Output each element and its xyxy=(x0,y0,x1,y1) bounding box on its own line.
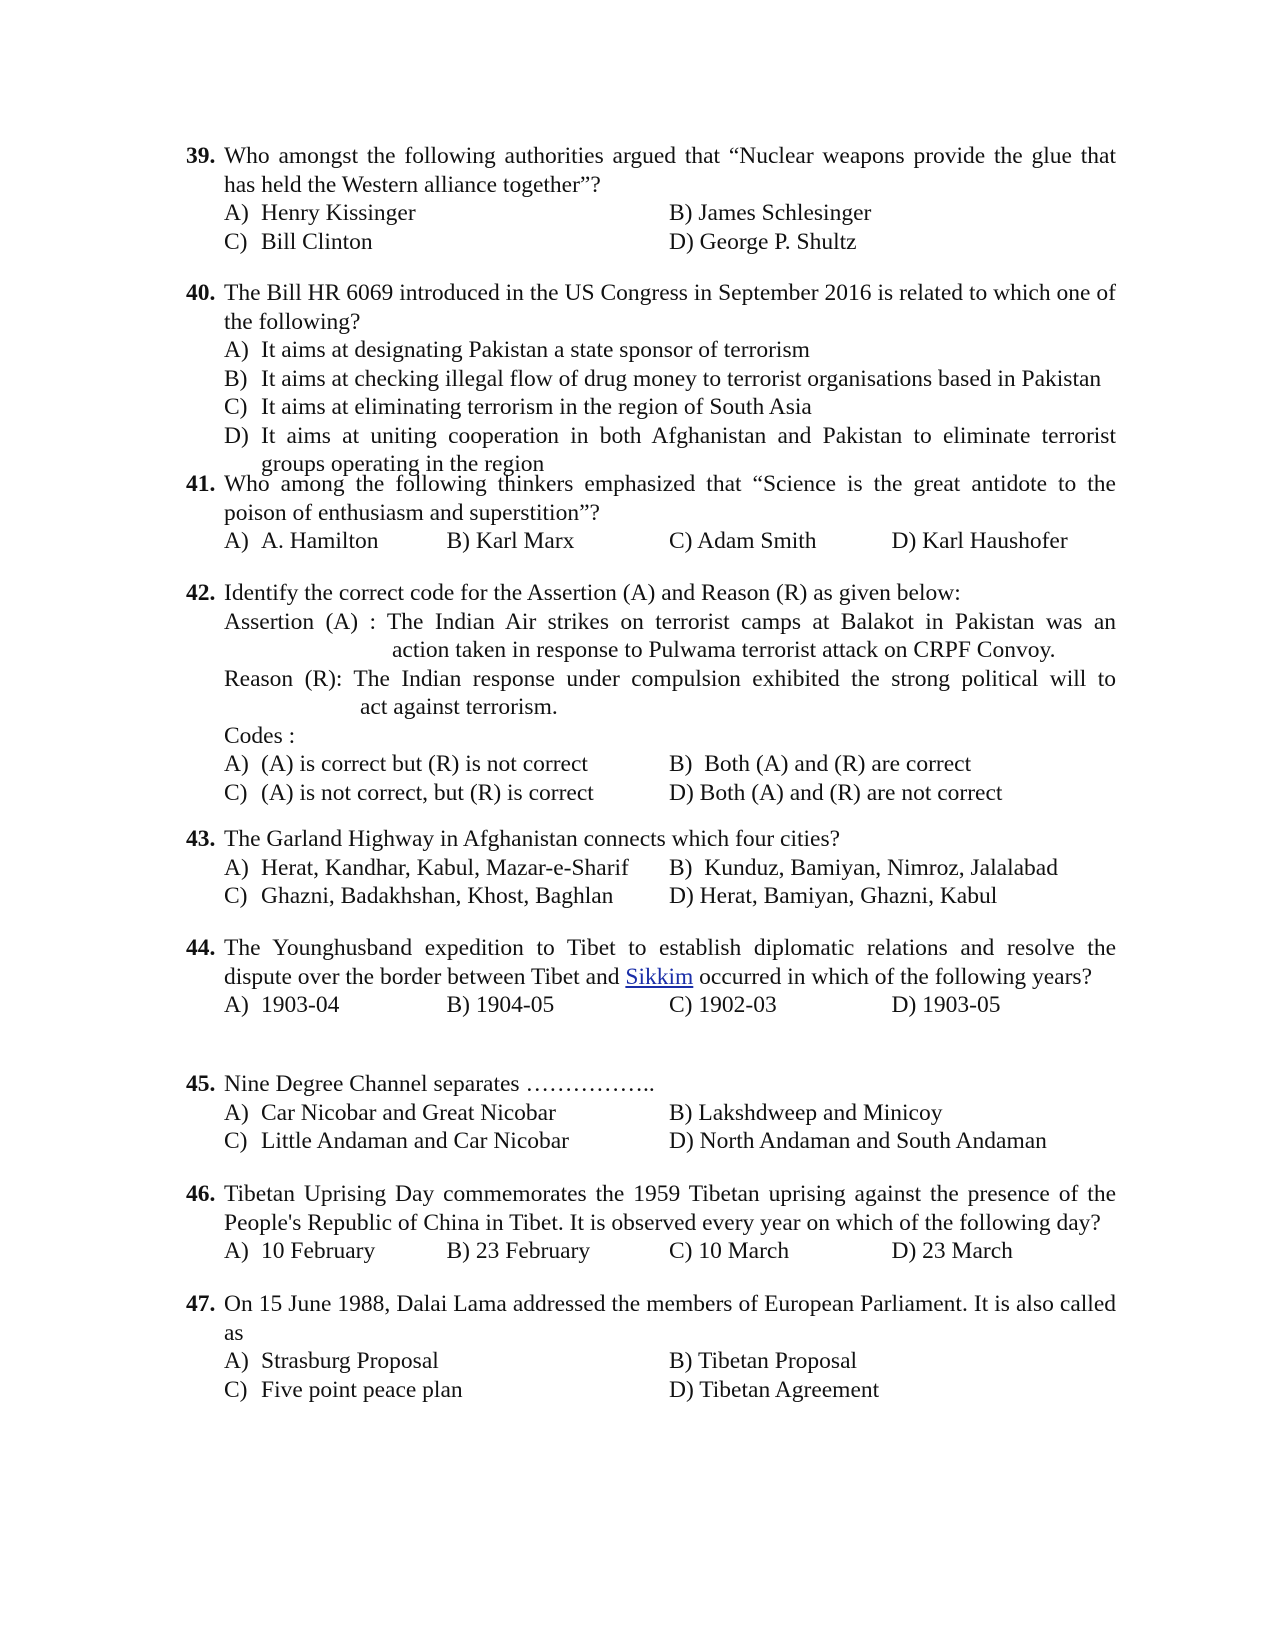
option-c: C) 1902-03 xyxy=(669,992,777,1018)
option-b: B) Both (A) and (R) are correct xyxy=(669,751,972,777)
question-40 xyxy=(186,279,1116,479)
question-number: 43. xyxy=(186,826,216,852)
question-42 xyxy=(186,579,1116,807)
option-a: A) 1903-04 xyxy=(224,992,340,1018)
option-d: D) Both (A) and (R) are not correct xyxy=(669,779,1003,806)
option-d: D) Karl Haushofer xyxy=(891,528,1068,554)
option-a: A) A. Hamilton xyxy=(224,528,379,554)
option-a: A) 10 February xyxy=(224,1238,376,1264)
question-stem: On 15 June 1988, Dalai Lama addressed the members of European Parliament. It is also called as xyxy=(224,1291,1116,1346)
option-d: D) George P. Shultz xyxy=(669,228,857,255)
question-stem: Nine Degree Channel separates …………….. xyxy=(224,1071,655,1097)
option-c: C) 10 March xyxy=(669,1238,790,1264)
question-stem: The Younghusband expedition to Tibet to establish diplomatic relations and resolve the dispute over the border between Tibet and Sikkim occurred in which of the following years? xyxy=(224,935,1116,990)
question-39 xyxy=(186,142,1116,256)
question-number: 39. xyxy=(186,143,216,169)
question-43 xyxy=(186,825,1116,911)
option-d: D) Herat, Bamiyan, Ghazni, Kabul xyxy=(669,883,998,909)
option-c: C) Bill Clinton xyxy=(224,228,373,255)
option-b: B) Karl Marx xyxy=(446,528,575,554)
option-a: A) Strasburg Proposal xyxy=(224,1348,439,1374)
question-number: 46. xyxy=(186,1181,216,1207)
option-c: C) Adam Smith xyxy=(669,528,817,554)
sikkim-link[interactable]: Sikkim xyxy=(625,963,694,990)
question-stem: Tibetan Uprising Day commemorates the 1959 Tibetan uprising against the presence of the People's Republic of China in Tibet. It is observed every year on which of the following day? xyxy=(224,1181,1116,1236)
question-number: 47. xyxy=(186,1291,216,1317)
option-a: A) Car Nicobar and Great Nicobar xyxy=(224,1099,556,1126)
option-c: C) It aims at eliminating terrorism in the region of South Asia xyxy=(224,394,812,420)
option-a: A) Herat, Kandhar, Kabul, Mazar-e-Sharif xyxy=(224,854,629,881)
question-number: 42. xyxy=(186,580,216,606)
option-d: D) Tibetan Agreement xyxy=(669,1376,880,1403)
question-44 xyxy=(186,934,1116,1020)
codes-label: Codes : xyxy=(224,722,296,749)
option-c: C) Little Andaman and Car Nicobar xyxy=(224,1128,570,1154)
option-b: B) James Schlesinger xyxy=(669,200,872,226)
assertion-line: Assertion (A) : The Indian Air strikes on terrorist camps at Balakot in Pakistan was an xyxy=(224,608,1116,635)
question-number: 45. xyxy=(186,1071,216,1097)
question-number: 44. xyxy=(186,935,216,961)
option-d: D) 23 March xyxy=(891,1238,1013,1264)
option-c: C) Five point peace plan xyxy=(224,1376,463,1403)
question-stem: Identify the correct code for the Assertion (A) and Reason (R) as given below: xyxy=(224,580,961,606)
option-b: B) Lakshdweep and Minicoy xyxy=(669,1099,943,1126)
option-d: D) It aims at uniting cooperation in both Afghanistan and Pakistan to eliminate terrorist groups operating in the region xyxy=(224,422,1116,477)
question-45 xyxy=(186,1070,1116,1156)
question-stem: The Bill HR 6069 introduced in the US Congress in September 2016 is related to which one of the following? xyxy=(224,280,1116,335)
option-a: A) Henry Kissinger xyxy=(224,200,416,226)
question-stem: The Garland Highway in Afghanistan connects which four cities? xyxy=(224,826,841,852)
reason-continuation: act against terrorism. xyxy=(360,694,558,720)
option-b: B) Tibetan Proposal xyxy=(669,1348,858,1374)
option-a: A) It aims at designating Pakistan a state sponsor of terrorism xyxy=(224,337,810,363)
question-47 xyxy=(186,1290,1116,1404)
option-c: C) Ghazni, Badakhshan, Khost, Baghlan xyxy=(224,883,614,909)
question-stem: Who amongst the following authorities argued that “Nuclear weapons provide the glue that has held the Western alliance together”? xyxy=(224,143,1116,198)
option-b: B) Kunduz, Bamiyan, Nimroz, Jalalabad xyxy=(669,854,1058,881)
reason-line: Reason (R): The Indian response under compulsion exhibited the strong political will to xyxy=(224,665,1116,692)
option-b: B) 1904-05 xyxy=(446,992,555,1018)
assertion-continuation: action taken in response to Pulwama terrorist attack on CRPF Convoy. xyxy=(392,637,1056,663)
option-a: A) (A) is correct but (R) is not correct xyxy=(224,751,588,777)
question-number: 40. xyxy=(186,280,216,306)
question-41 xyxy=(186,470,1116,556)
question-46 xyxy=(186,1180,1116,1266)
option-d: D) North Andaman and South Andaman xyxy=(669,1128,1047,1154)
option-d: D) 1903-05 xyxy=(891,992,1001,1018)
question-number: 41. xyxy=(186,471,216,497)
question-stem: Who among the following thinkers emphasized that “Science is the great antidote to the poison of enthusiasm and superstition”? xyxy=(224,471,1116,526)
option-b: B) It aims at checking illegal flow of drug money to terrorist organisations based in Pakistan xyxy=(224,365,1102,392)
option-b: B) 23 February xyxy=(446,1238,591,1264)
option-c: C) (A) is not correct, but (R) is correct xyxy=(224,779,594,806)
